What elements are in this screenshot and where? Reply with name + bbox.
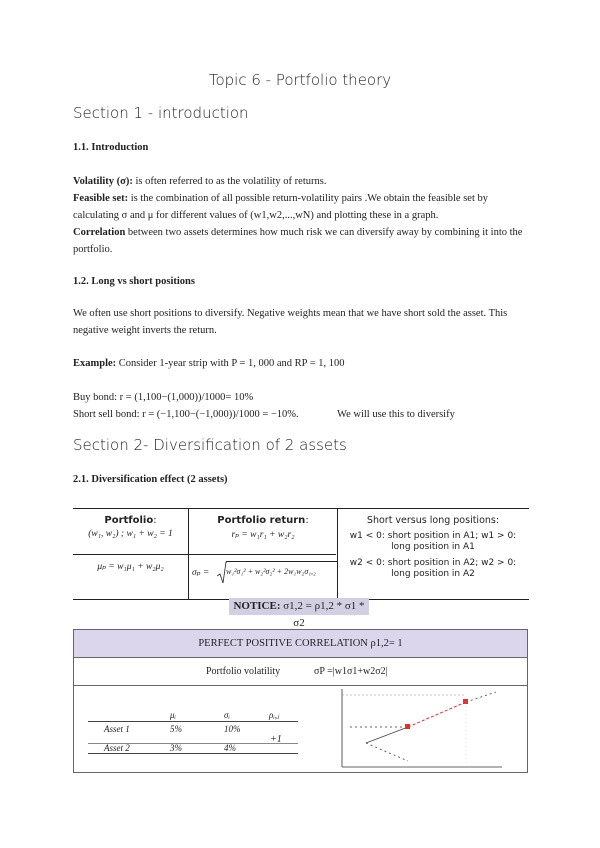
positions-column [337,509,529,599]
figure-lower-extension [366,743,408,761]
return-header: Portfolio return: [217,515,309,526]
short-sell-note: We will use this to diversify [337,409,455,420]
asset2-sigma: 4% [224,743,236,753]
perfect-correlation-title: PERFECT POSITIVE CORRELATION ρ1,2= 1 [74,630,527,658]
sigma-p-radicand: w₁²σ₁² + w₂²σ₂² + 2w₁w₂σ₁,₂ [226,567,316,576]
volatility-formula [189,561,337,585]
asset1-mu: 5% [170,724,182,734]
example-line [73,355,533,372]
feasible-term: Feasible set: [73,193,129,204]
mean-formula: μₚ = w₁μ₁ + w₂μ₂ [97,562,164,572]
w1-rule: w1 < 0: short position in A1; w1 > 0: [349,531,517,541]
short-sell-line: Short sell bond: r = (−1,100−(−1,000))/1000 = −10%. [73,409,299,420]
asset1-name: Asset 1 [104,724,130,734]
feasible-text-2: calculating σ and μ for different values of (w1,w2,...,wN) and plotting these in a graph. [73,210,439,221]
section-2-heading: Section 2- Diversification of 2 assets [73,436,347,454]
short-text-1: We often use short positions to diversify. Negative weights mean that we have short sold the asset. This [73,308,508,319]
bond-returns [73,389,533,423]
asset-table [88,710,298,770]
sigma-header: σᵢ [224,710,230,720]
example-text: Consider 1-year strip with P = 1, 000 and RP = 1, 100 [116,358,345,369]
portfolio-column [73,509,188,599]
w2-rule: w2 < 0: short position in A2; w2 > 0: [349,558,517,568]
w2-rule-2: long position in A2 [391,569,475,579]
weights-formula: (w₁, w₂) ; w₁ + w₂ = 1 [88,529,173,539]
perfect-correlation-box [73,629,528,773]
intro-paragraph [73,173,533,258]
figure-asset1-point [463,699,468,704]
sigma-p-label: σₚ = [192,568,210,578]
figure-upper-extension [466,692,496,702]
page-title: Topic 6 - Portfolio theory [208,71,392,89]
figure-short-segment [366,727,408,743]
rho-header: ρᵢ,ⱼ [269,710,280,720]
return-column [188,509,338,599]
asset2-name: Asset 2 [104,743,130,753]
feasible-text: is the combination of all possible return-volatility pairs .We obtain the feasible set by [128,193,488,204]
subsection-1-2-heading: 1.2. Long vs short positions [73,276,195,287]
asset1-sigma: 10% [224,724,241,734]
portfolio-volatility-row [74,658,527,686]
w1-rule-2: long position in A1 [391,542,475,552]
short-text-2: negative weight inverts the return. [73,325,217,336]
subsection-2-1-heading: 2.1. Diversification effect (2 assets) [73,474,228,485]
portfolio-header: Portfolio: [104,515,157,526]
volatility-term: Volatility (σ): [73,176,133,187]
volatility-text: is often referred to as the volatility of returns. [132,176,327,187]
short-position-paragraph [73,305,533,339]
pv-label: Portfolio volatility [206,666,281,677]
correlation-text: between two assets determines how much risk we can diversify away by combining it into the [125,227,523,238]
correlation-term: Correlation [73,227,126,238]
positions-header: Short versus long positions: [366,515,500,526]
example-term: Example: [73,358,117,369]
subsection-1-1-heading: 1.1. Introduction [73,142,149,153]
figure-asset2-point [405,724,410,729]
pv-formula: σP =|w1σ1+w2σ2| [314,666,388,677]
asset2-mu: 3% [170,743,182,753]
rho-value: +1 [270,734,282,745]
correlation-figure [336,687,506,769]
section-1-heading: Section 1 - introduction [73,104,249,122]
mu-header: μᵢ [170,710,176,720]
buy-bond-line: Buy bond: r = (1,100−(1,000))/1000= 10% [73,392,254,403]
formula-table [73,508,529,600]
notice-banner: NOTICE: σ1,2 = ρ1,2 * σ1 * σ2 [229,598,369,615]
correlation-text-2: portfolio. [73,244,113,255]
return-formula: rₚ = w₁r₁ + w₂r₂ [231,530,295,540]
figure-frontier-line [408,702,466,727]
